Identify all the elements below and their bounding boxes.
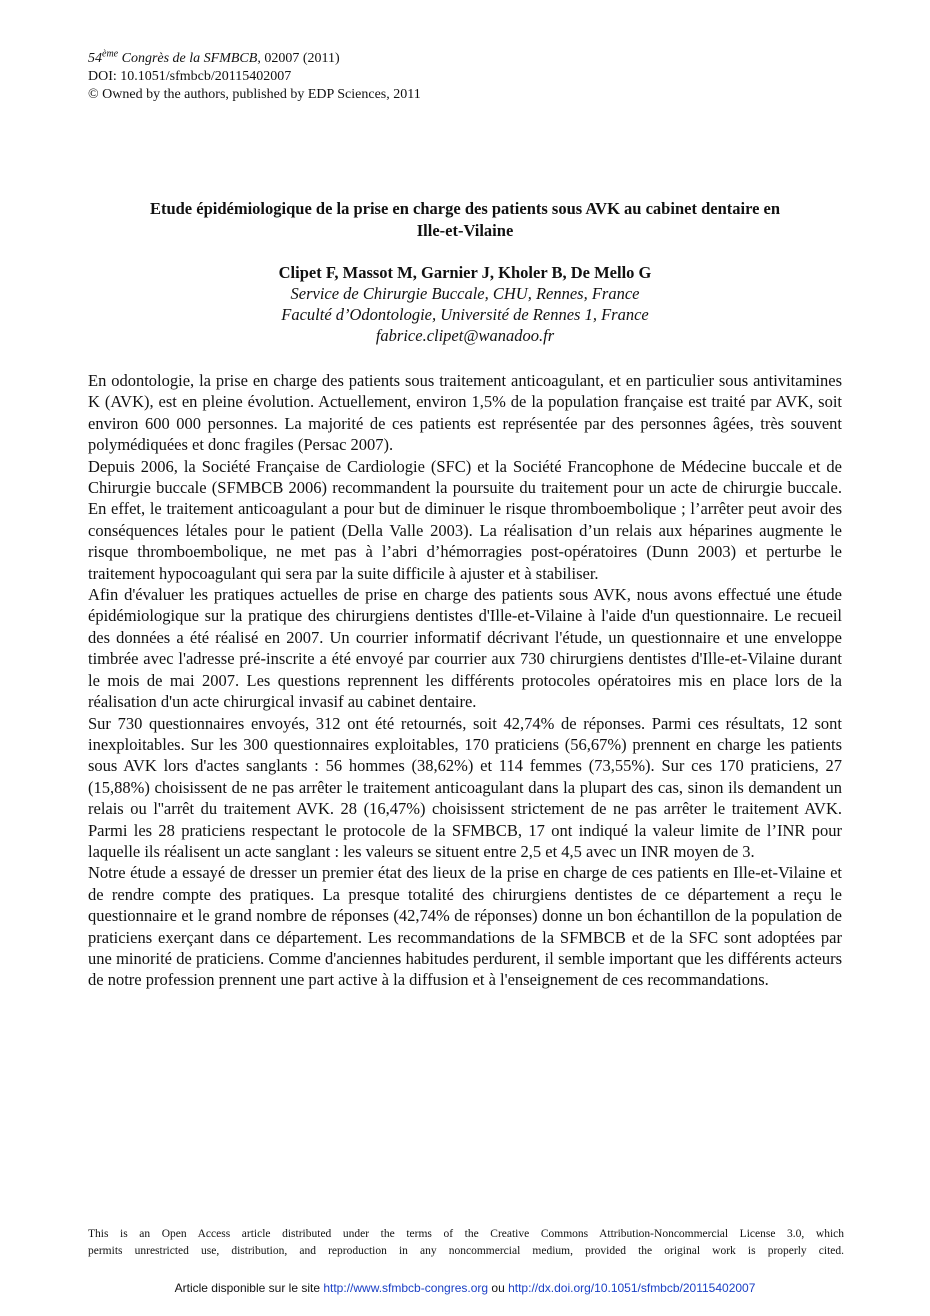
- conference-ordinal: ème: [102, 48, 119, 60]
- paragraph-intro: En odontologie, la prise en charge des patients sous traitement anticoagulant, et en particulier sous antivitamines K (AVK), est en pleine évolution. Actuellement, environ 1,5% de la population française est traité par AVK, soit environ 600 000 personnes. La majorité de ces patients est représentée par des personnes âgées, très souvent polymédiquées et donc fragiles (Persac 2007).: [88, 371, 842, 455]
- title-line-2: Ille-et-Vilaine: [416, 221, 514, 240]
- doi-line: DOI: 10.1051/sfmbcb/20115402007: [88, 69, 292, 84]
- license-line-2: permits unrestricted use, distribution, and reproduction in any noncommercial medium, provided the original work is properly cited.: [88, 1245, 844, 1257]
- title-line-1: Etude épidémiologique de la prise en charge des patients sous AVK au cabinet dentaire en: [149, 199, 781, 218]
- affiliation-1: Service de Chirurgie Buccale, CHU, Rennes, France: [290, 284, 640, 303]
- paragraph-recommendations: Depuis 2006, la Société Française de Cardiologie (SFC) et la Société Francophone de Médecine buccale et de Chirurgie buccale (SFMBCB 2006) recommandent la poursuite du traitement pour un acte de chirurgie buccale. En effet, le traitement anticoagulant a pour but de diminuer le risque thromboembolique ; l’arrêter peut avoir des conséquences létales pour le patient (Della Valle 2003). La réalisation d’un relais aux héparines augmente le risque thromboembolique, ne met pas à l’abri d’hémorragies post-opératoires (Dunn 2003) et perturbe le traitement hypocoagulant qui sera par la suite difficile à ajuster et à stabiliser.: [88, 456, 842, 583]
- article-title: [88, 198, 842, 242]
- availability-prefix: Article disponible sur le site: [174, 1281, 324, 1295]
- availability-middle: ou: [488, 1281, 509, 1295]
- doi-link[interactable]: http://dx.doi.org/10.1051/sfmbcb/20115402007: [508, 1281, 756, 1295]
- paragraph-methods: Afin d'évaluer les pratiques actuelles de prise en charge des patients sous AVK, nous avons effectué une étude épidémiologique sur la pratique des chirurgiens dentistes d'Ille-et-Vilaine à l'aide d'un questionnaire. Le recueil des données a été réalisé en 2007. Un courrier informatif décrivant l'étude, un questionnaire et une enveloppe timbrée avec l'adresse pré-inscrite a été envoyé par courrier aux 730 chirurgiens dentistes d'Ille-et-Vilaine durant le mois de mai 2007. Les questions reprennent les différents protocoles opératoires mis en place lors de la réalisation d'un acte chirurgical invasif au cabinet dentaire.: [88, 585, 842, 712]
- conference-name: Congrès de la SFMBCB: [118, 51, 258, 66]
- author-block: [88, 262, 842, 346]
- license-line-1: This is an Open Access article distributed under the terms of the Creative Commons Attribution-Noncommercial License 3.0, which: [88, 1228, 844, 1240]
- author-email: fabrice.clipet@wanadoo.fr: [375, 326, 555, 345]
- author-list: Clipet F, Massot M, Garnier J, Kholer B, De Mello G: [278, 263, 652, 282]
- conference-line: [88, 50, 421, 68]
- license-notice: [88, 1226, 844, 1260]
- congress-site-link[interactable]: http://www.sfmbcb-congres.org: [323, 1281, 489, 1295]
- paragraph-results: Sur 730 questionnaires envoyés, 312 ont été retournés, soit 42,74% de réponses. Parmi ces résultats, 12 sont inexploitables. Sur les 300 questionnaires exploitables, 170 praticiens (56,67%) prennent en charge les patients sous AVK lors d'actes sanglants : 56 hommes (38,62%) et 114 femmes (73,55%). Sur ces 170 praticiens, 27 (15,88%) choisissent de ne pas arrêter le traitement anticoagulant dans la plupart des cas, sinon ils demandent un relais ou l''arrêt du traitement AVK. 28 (16,47%) choisissent strictement de ne pas arrêter le traitement AVK. Parmi les 28 praticiens respectant le protocole de la SFMBCB, 17 ont indiqué la valeur limite de l’INR pour laquelle ils réalisent un acte sanglant : les valeurs se situent entre 2,5 et 4,5 avec un INR moyen de 3.: [88, 713, 842, 861]
- article-body: [88, 370, 842, 991]
- publication-header: [88, 50, 421, 104]
- copyright-line: © Owned by the authors, published by EDP Sciences, 2011: [88, 87, 421, 102]
- availability-line: [0, 1281, 930, 1295]
- conference-ref: , 02007 (2011): [257, 51, 340, 66]
- affiliation-2: Faculté d’Odontologie, Université de Rennes 1, France: [281, 305, 649, 324]
- conference-number: 54: [88, 51, 102, 66]
- paragraph-conclusion: Notre étude a essayé de dresser un premier état des lieux de la prise en charge de ces patients en Ille-et-Vilaine et de rendre compte des pratiques. La presque totalité des chirurgiens dentistes de ce département a reçu le questionnaire et le grand nombre de réponses (42,74% de réponses) donne un bon échantillon de la population de praticiens exerçant dans ce département. Les recommandations de la SFMBCB et de la SFC sont adoptées par une minorité de praticiens. Comme d'anciennes habitudes perdurent, il semble important que les différents acteurs de notre profession prennent une part active à la diffusion et à l'enseignement de ces recommandations.: [88, 863, 842, 990]
